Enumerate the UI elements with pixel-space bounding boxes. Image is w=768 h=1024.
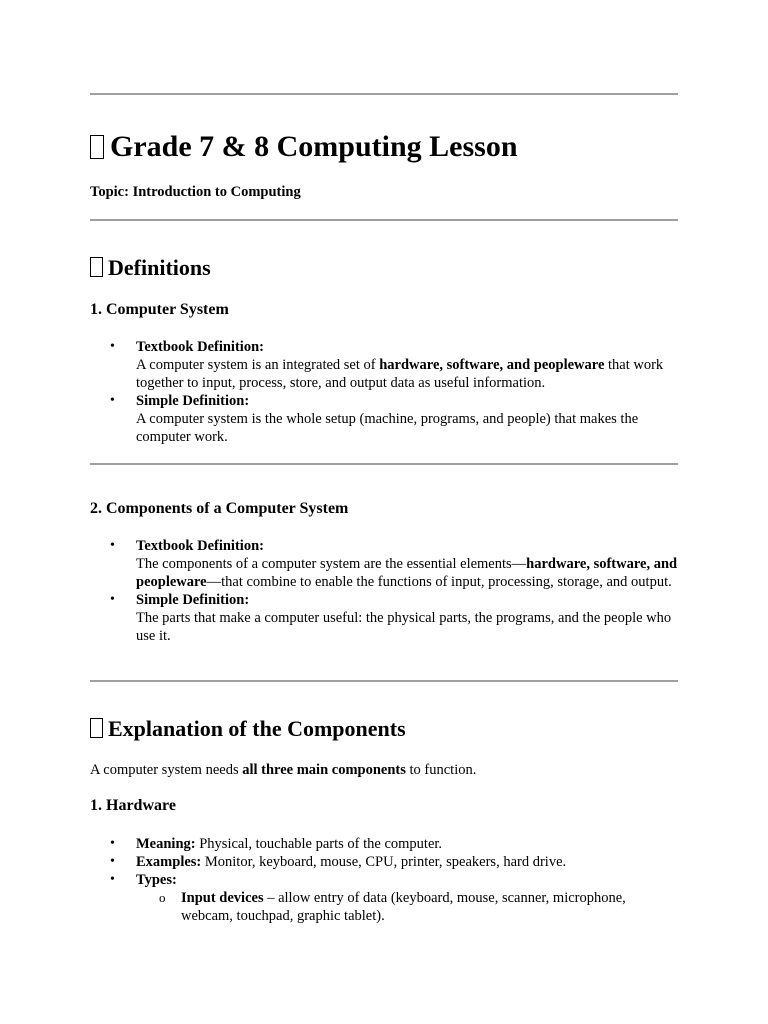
intro-bold: all three main components [242,762,406,778]
explanation-heading [90,716,406,742]
intro-text: to function. [405,762,477,778]
definition-text: The parts that make a computer useful: the physical parts, the programs, and the people who use it. [136,610,672,644]
textbook-label: Textbook Definition: [136,538,264,554]
intro-text: A computer system needs [90,762,243,778]
list-item [90,871,680,925]
meaning-label: Meaning: [136,836,196,852]
examples-label: Examples: [136,854,202,870]
definition-text: The components of a computer system are the essential elements— [136,556,527,572]
list-item [90,392,680,446]
topic-line: Topic: Introduction to Computing [90,184,301,200]
page-title-text: Grade 7 & 8 Computing Lesson [110,130,518,163]
divider [90,219,678,221]
definition-text: A computer system is the whole setup (machine, programs, and people) that makes the computer work. [136,411,639,445]
definitions-heading-text: Definitions [108,255,211,280]
list-item [136,889,680,925]
definition-bold: hardware, software, and peopleware [379,357,605,373]
meaning-text: Physical, touchable parts of the computer. [195,836,443,852]
definition-text: —that combine to enable the functions of input, processing, storage, and output. [206,574,672,590]
puzzle-icon [90,718,103,738]
computer-system-definitions [90,338,680,446]
divider [90,680,678,682]
definition-text: A computer system is an integrated set of [136,357,380,373]
list-item [90,835,680,853]
book-icon [90,135,104,159]
hardware-list [90,835,680,925]
textbook-label: Textbook Definition: [136,339,264,355]
components-definitions [90,537,680,645]
list-item [90,338,680,392]
input-devices-text: – allow entry of data (keyboard, mouse, scanner, microphone, webcam, touchpad, graphic tablet). [181,890,626,924]
definition-text: that work together to input, process, store, and output data as useful information. [136,357,664,391]
definitions-heading [90,255,211,281]
pin-icon [90,257,103,277]
types-sublist [136,889,680,925]
page-title [90,130,518,164]
explanation-intro [90,761,476,779]
top-divider [90,93,678,95]
types-label: Types: [136,872,177,888]
list-item [90,537,680,591]
list-item [90,853,680,871]
input-devices-label: Input devices [181,890,264,906]
simple-label: Simple Definition: [136,592,250,608]
hardware-heading: 1. Hardware [90,797,176,814]
examples-text: Monitor, keyboard, mouse, CPU, printer, speakers, hard drive. [201,854,567,870]
explanation-heading-text: Explanation of the Components [108,716,406,741]
divider [90,463,678,465]
list-item [90,591,680,645]
definition-bold: hardware, software, and peopleware [136,556,678,590]
simple-label: Simple Definition: [136,393,250,409]
components-heading: 2. Components of a Computer System [90,500,349,517]
computer-system-heading: 1. Computer System [90,301,229,318]
